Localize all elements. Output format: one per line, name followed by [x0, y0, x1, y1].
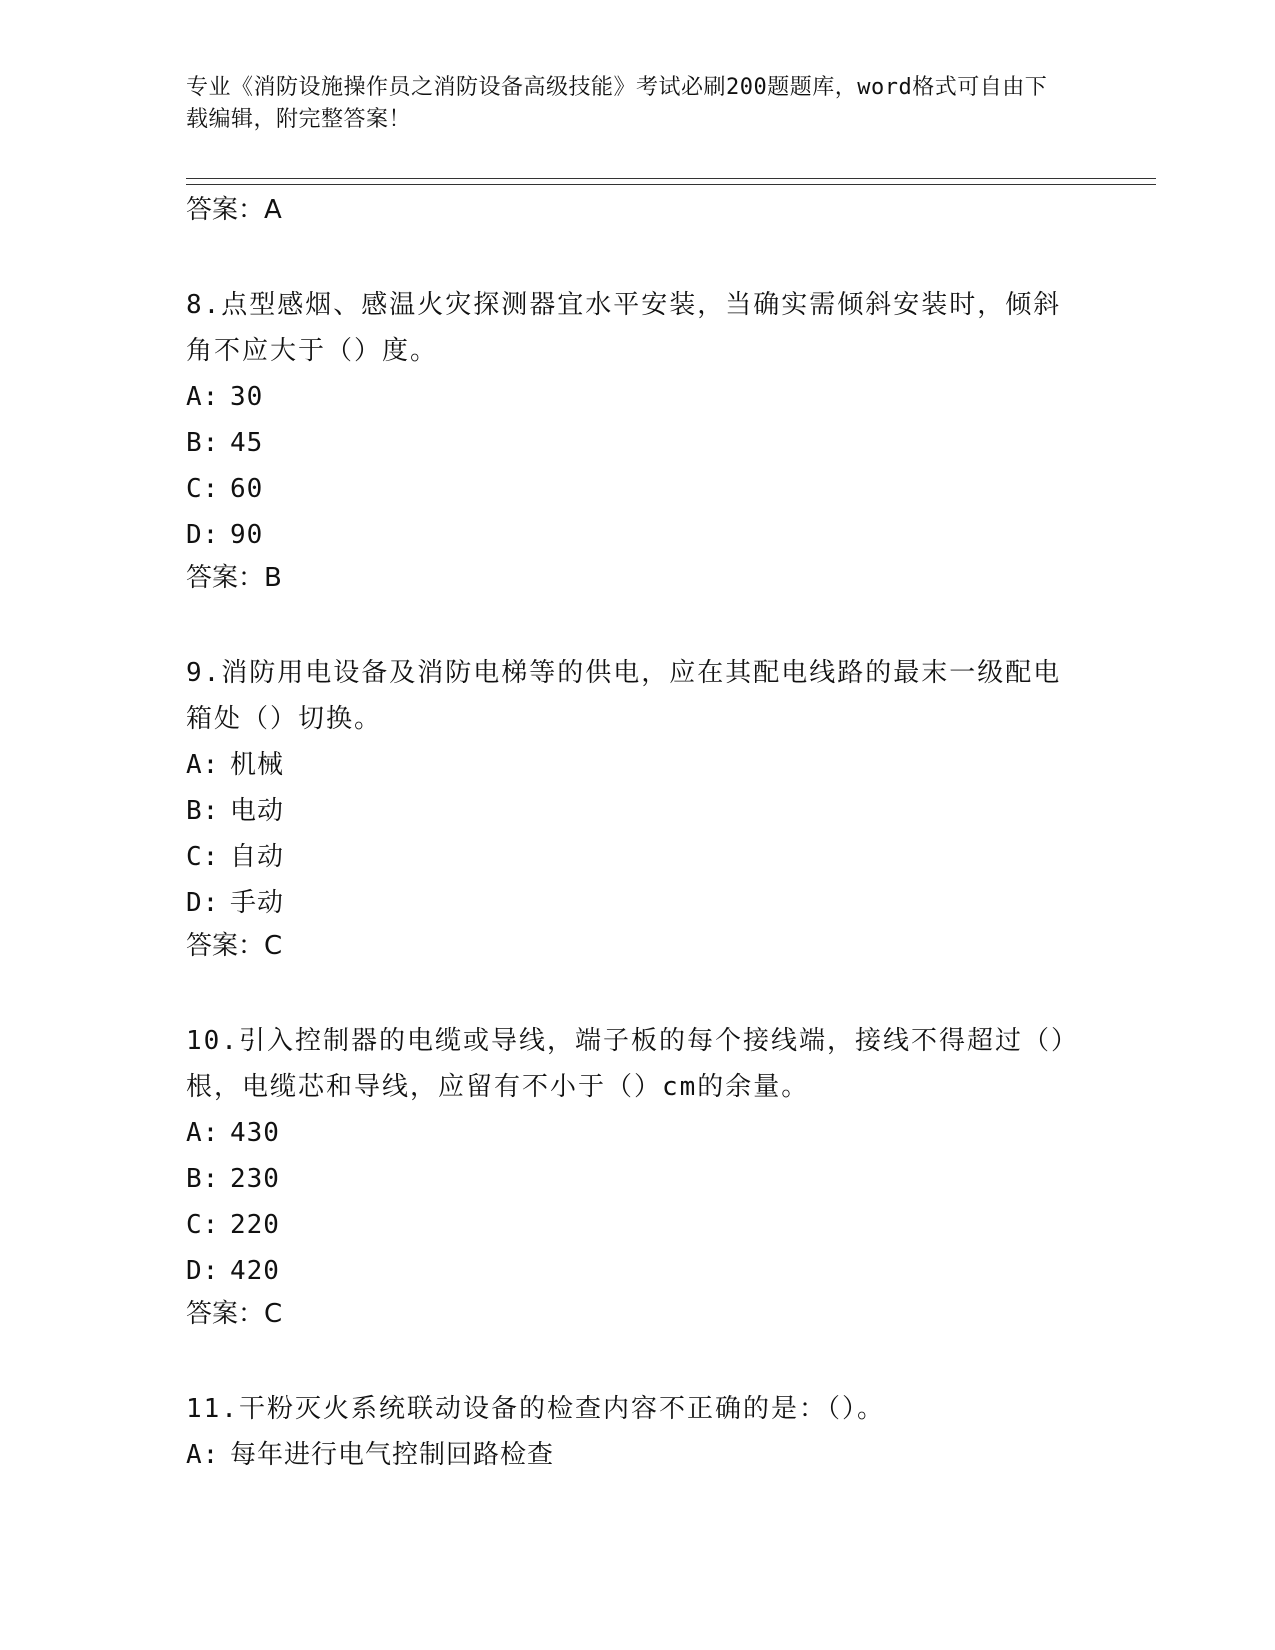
question-8 [186, 282, 1066, 598]
answer: 答案：C [186, 931, 283, 961]
header-title: 专业《消防设施操作员之消防设备高级技能》考试必刷200题题库，word格式可自由下载编辑，附完整答案！ [186, 75, 1048, 132]
option-letter: B: [186, 796, 220, 826]
option-text: 60 [230, 474, 264, 504]
option-b [186, 788, 1066, 834]
option-a [186, 1432, 1066, 1478]
option-letter: B: [186, 1164, 220, 1194]
option-d [186, 1248, 1066, 1294]
question-11 [186, 1386, 1066, 1478]
option-text: 手动 [230, 888, 285, 918]
option-letter: A: [186, 750, 220, 780]
option-text: 自动 [230, 842, 285, 872]
question-text: 9.消防用电设备及消防电梯等的供电，应在其配电线路的最末一级配电箱处（）切换。 [186, 658, 1062, 734]
option-text: 220 [230, 1210, 280, 1240]
option-text: 机械 [230, 750, 285, 780]
option-text: 90 [230, 520, 264, 550]
option-d [186, 880, 1066, 926]
option-text: 45 [230, 428, 264, 458]
page-header [186, 72, 1066, 136]
document-page [186, 0, 1156, 1650]
question-text: 8.点型感烟、感温火灾探测器宜水平安装，当确实需倾斜安装时，倾斜角不应大于（）度。 [186, 290, 1062, 366]
option-letter: A: [186, 1118, 220, 1148]
option-letter: A: [186, 382, 220, 412]
option-letter: D: [186, 888, 220, 918]
option-text: 30 [230, 382, 264, 412]
option-letter: C: [186, 474, 220, 504]
option-a [186, 1110, 1066, 1156]
option-text: 420 [230, 1256, 280, 1286]
option-text: 每年进行电气控制回路检查 [230, 1440, 555, 1470]
option-d [186, 512, 1066, 558]
option-a [186, 374, 1066, 420]
option-c [186, 466, 1066, 512]
option-letter: B: [186, 428, 220, 458]
question-text: 11.干粉灭火系统联动设备的检查内容不正确的是：（）。 [186, 1394, 885, 1424]
option-text: 430 [230, 1118, 280, 1148]
option-c [186, 1202, 1066, 1248]
option-letter: C: [186, 842, 220, 872]
option-c [186, 834, 1066, 880]
option-letter: C: [186, 1210, 220, 1240]
option-letter: A: [186, 1440, 220, 1470]
answer: 答案：C [186, 1299, 283, 1329]
question-9 [186, 650, 1066, 966]
option-b [186, 1156, 1066, 1202]
previous-answer: 答案：A [186, 195, 282, 225]
option-letter: D: [186, 520, 220, 550]
document-content [186, 190, 1066, 1478]
option-text: 230 [230, 1164, 280, 1194]
answer: 答案：B [186, 563, 282, 593]
question-text: 10.引入控制器的电缆或导线，端子板的每个接线端，接线不得超过（）根，电缆芯和导线，应留有不小于（）cm的余量。 [186, 1026, 1066, 1102]
option-a [186, 742, 1066, 788]
option-text: 电动 [230, 796, 285, 826]
question-10 [186, 1018, 1066, 1334]
header-divider [186, 178, 1156, 185]
option-letter: D: [186, 1256, 220, 1286]
option-b [186, 420, 1066, 466]
